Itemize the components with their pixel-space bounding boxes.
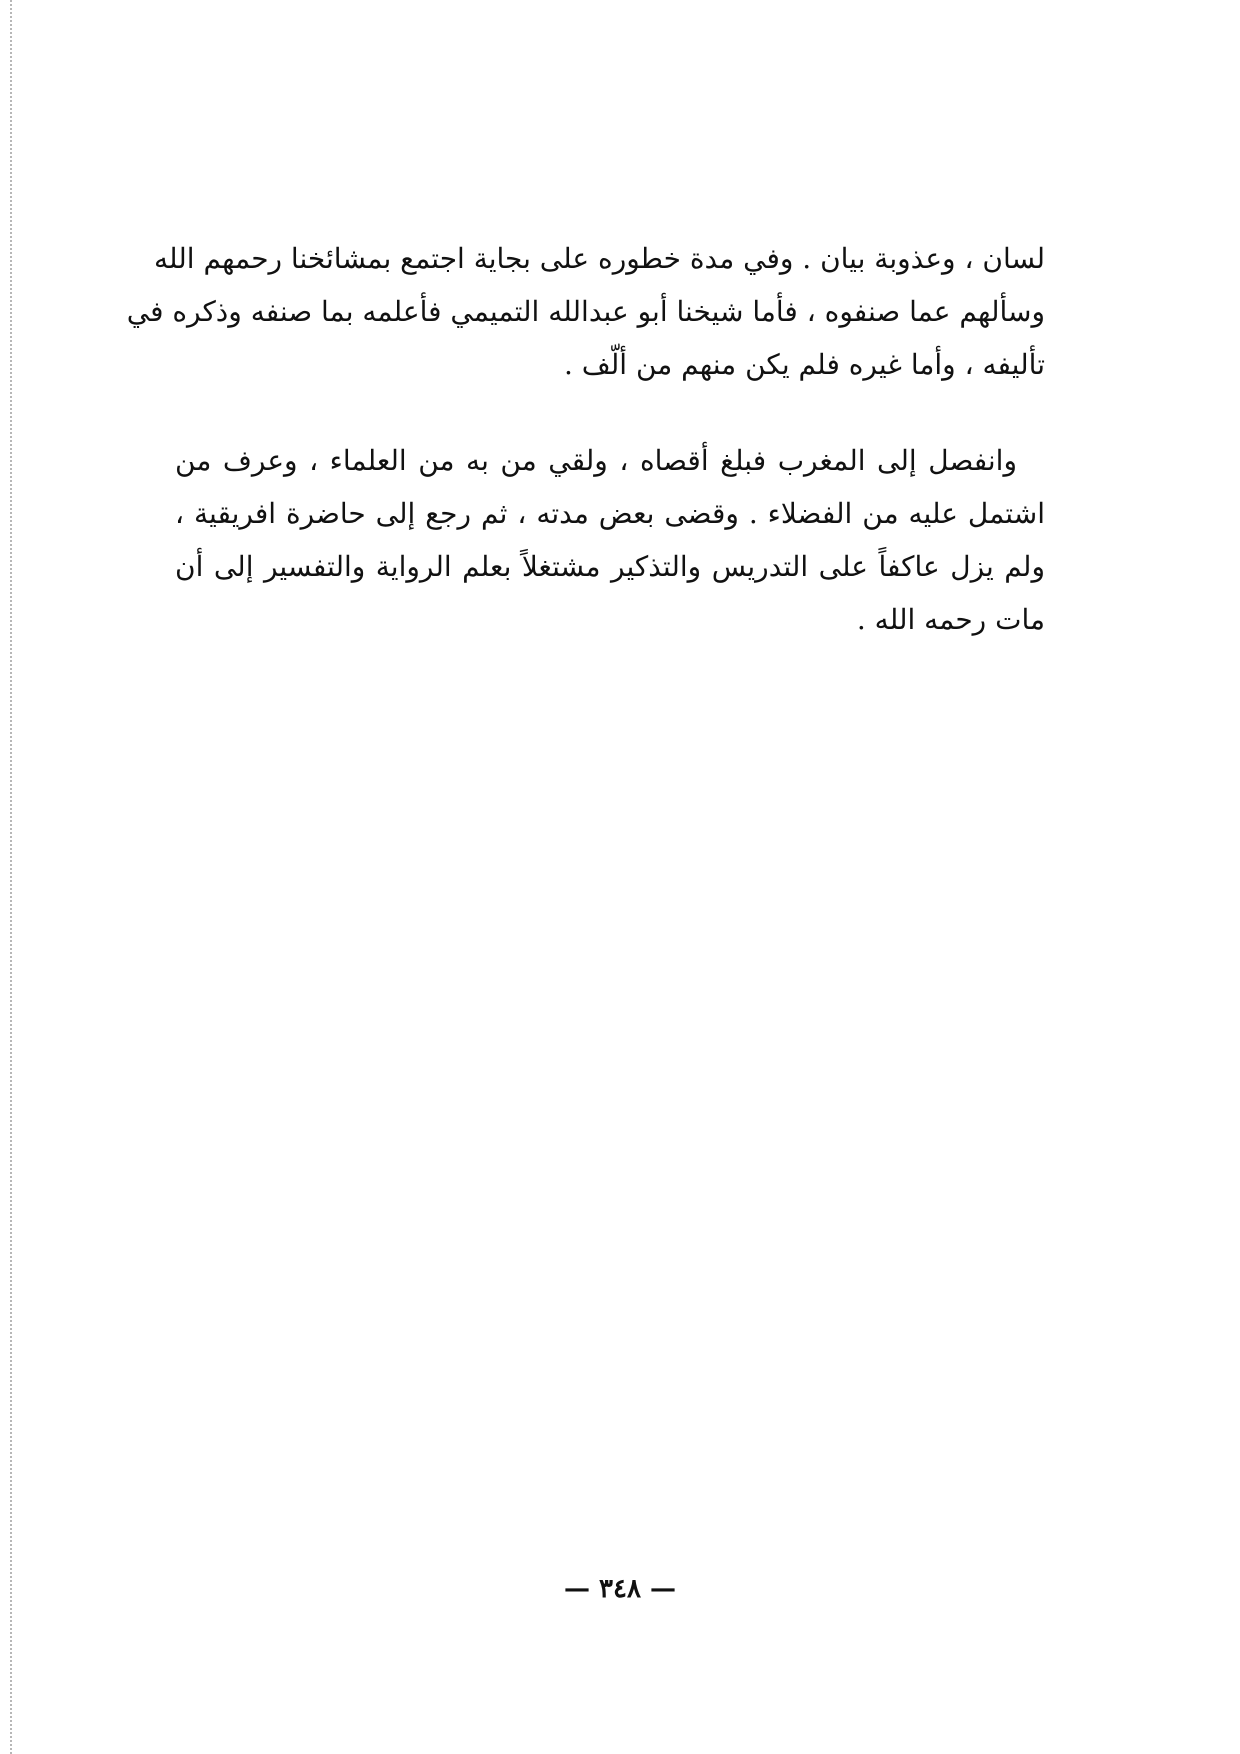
paragraph-line: ولم يزل عاكفاً على التدريس والتذكير مشتغلاً بعلم الرواية والتفسير إلى أن bbox=[175, 550, 1045, 583]
paragraph-line: اشتمل عليه من الفضلاء . وقضى بعض مدته ، ثم رجع إلى حاضرة افريقية ، bbox=[175, 497, 1045, 530]
paragraph-line: وسألهم عما صنفوه ، فأما شيخنا أبو عبدالله التميمي فأعلمه بما صنفه وذكره في bbox=[126, 295, 1045, 328]
paragraph-line: لسان ، وعذوبة بيان . وفي مدة خطوره على بجاية اجتمع بمشائخنا رحمهم الله bbox=[153, 242, 1045, 275]
paragraph-line: تأليفه ، وأما غيره فلم يكن منهم من ألّف . bbox=[563, 348, 1045, 381]
paragraph-1 bbox=[126, 232, 1045, 391]
paragraph-line: وانفصل إلى المغرب فبلغ أقصاه ، ولقي من به من العلماء ، وعرف من bbox=[175, 444, 1017, 477]
paragraph-2 bbox=[175, 434, 1045, 646]
scan-edge-dots bbox=[10, 0, 12, 1754]
page-number: — ٣٤٨ — bbox=[563, 1574, 677, 1604]
paragraph-line: مات رحمه الله . bbox=[856, 603, 1045, 636]
